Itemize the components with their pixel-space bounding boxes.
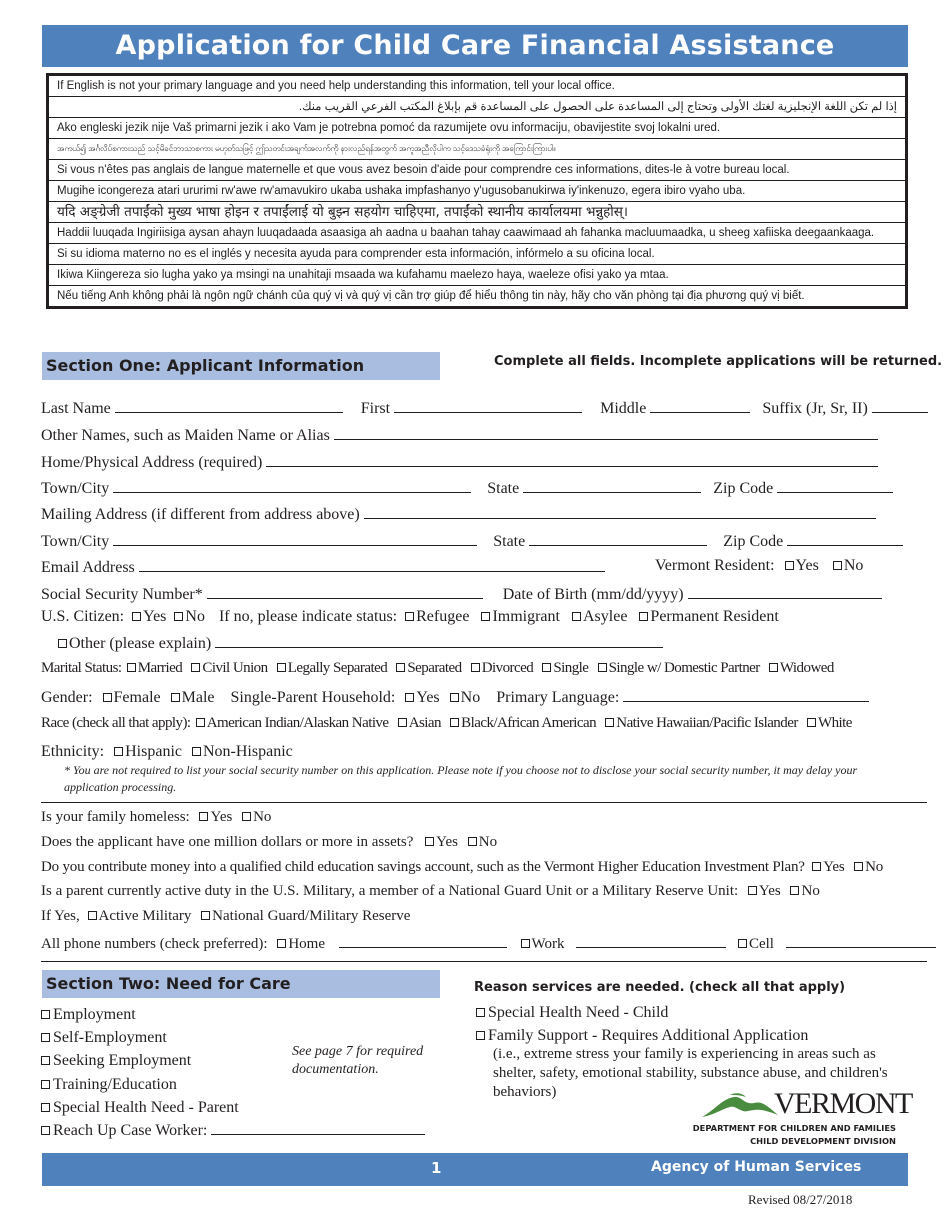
civil-union-label: Civil Union	[202, 660, 268, 676]
citizen-yes-checkbox[interactable]	[132, 612, 141, 621]
assets-yes-label: Yes	[436, 834, 458, 850]
ssn-label: Social Security Number*	[41, 586, 203, 603]
marital-status-label: Marital Status:	[41, 660, 122, 676]
divorced-checkbox[interactable]	[471, 663, 480, 672]
vt-resident-yes-label: Yes	[795, 557, 819, 574]
vt-resident-no-label: No	[843, 557, 864, 574]
lang-somali: Haddii luuqada Ingiriisiga aysan ahayn luuqadaada asaasiga ah aadna u baahan tahay caawimaad ah fahanka macluumaadka, u sheeg xafiiska deegaankaaga.	[49, 223, 905, 244]
employment-label: Employment	[53, 1006, 136, 1023]
lang-english: If English is not your primary language and you need help understanding this information, tell your local office.	[49, 76, 905, 97]
lang-bosnian: Ako engleski jezik nije Vaš primarni jezik i ako Vam je potrebna pomoć da razumijete ovu informaciju, obavijestite svoj lokalni ured.	[49, 118, 905, 139]
special-need-child-label: Special Health Need - Child	[488, 1004, 669, 1021]
civil-union-checkbox[interactable]	[191, 663, 200, 672]
other-status-row	[58, 633, 663, 653]
page-title: Application for Child Care Financial Assistance	[42, 25, 908, 67]
cell-phone-label: Cell	[748, 936, 774, 952]
cell-phone-checkbox[interactable]	[738, 939, 747, 948]
first-name-label: First	[360, 400, 391, 417]
other-names-row	[41, 425, 878, 445]
work-phone-checkbox[interactable]	[521, 939, 530, 948]
middle-name-field[interactable]	[650, 398, 750, 413]
mailing-town-row	[41, 531, 903, 551]
homeless-yes-checkbox[interactable]	[199, 812, 208, 821]
primary-language-field[interactable]	[623, 687, 869, 702]
lang-nepali: यदि अङ्ग्रेजी तपाईंको मुख्य भाषा होइन र तपाईंलाई यो बुझ्न सहयोग चाहिएमा, तपाईंको स्थानीय कार्यालयमा भन्नुहोस्।	[49, 202, 905, 223]
if-no-status-label: If no, please indicate status:	[218, 608, 398, 625]
military-row	[41, 883, 820, 900]
assets-no-checkbox[interactable]	[468, 837, 477, 846]
mailing-state-label: State	[493, 533, 526, 550]
agency-name: Agency of Human Services	[651, 1159, 862, 1175]
lang-french: Si vous n'êtes pas anglais de langue maternelle et que vous avez besoin d'aide pour comprendre ces informations, dites-le à votre bureau local.	[49, 160, 905, 181]
separated-label: Separated	[407, 660, 462, 676]
name-row	[41, 398, 928, 418]
special-need-parent-checkbox[interactable]	[41, 1103, 50, 1112]
ethnicity-label: Ethnicity:	[41, 743, 105, 760]
town-field[interactable]	[113, 478, 471, 493]
email-field[interactable]	[139, 557, 605, 572]
married-checkbox[interactable]	[127, 663, 136, 672]
female-label: Female	[113, 689, 161, 706]
female-checkbox[interactable]	[103, 693, 112, 702]
non-hispanic-label: Non-Hispanic	[202, 743, 293, 760]
asian-checkbox[interactable]	[398, 718, 407, 727]
email-label: Email Address	[41, 559, 135, 576]
section-one-heading: Section One: Applicant Information	[42, 352, 440, 380]
email-row	[41, 557, 605, 577]
town-label: Town/City	[41, 480, 110, 497]
permanent-resident-checkbox[interactable]	[639, 612, 648, 621]
lang-kirundi: Mugihe icongereza atari ururimi rw'awe rw'amavukiro ukaba ushaka impfashanyo y'ugusobanukirwa iy'inkenuzo, egera ibiro vyaho uba.	[49, 181, 905, 202]
home-address-row	[41, 452, 878, 472]
mailing-address-row	[41, 504, 876, 524]
assets-yes-checkbox[interactable]	[425, 837, 434, 846]
last-name-label: Last Name	[41, 400, 111, 417]
family-support-checkbox[interactable]	[476, 1031, 485, 1040]
national-guard-label: National Guard/Military Reserve	[212, 908, 411, 924]
special-need-parent-option	[41, 1096, 425, 1119]
white-checkbox[interactable]	[807, 718, 816, 727]
vermont-wordmark: VERMONT	[774, 1087, 912, 1120]
single-label: Single	[553, 660, 589, 676]
mailing-town-field[interactable]	[113, 531, 477, 546]
single-parent-label: Single-Parent Household:	[230, 689, 396, 706]
savings-label: Do you contribute money into a qualified child education savings account, such as the Vermont Higher Education Investment Plan?	[41, 859, 805, 875]
state-label: State	[487, 480, 520, 497]
ssn-field[interactable]	[207, 584, 483, 599]
see-page-note: See page 7 for required documentation.	[292, 1044, 424, 1077]
mailing-town-label: Town/City	[41, 533, 110, 550]
military-type-row	[41, 908, 410, 925]
military-yes-label: Yes	[758, 883, 781, 899]
military-no-checkbox[interactable]	[790, 886, 799, 895]
lang-vietnamese: Nếu tiếng Anh không phải là ngôn ngữ chánh của quý vị và quý vị cần trợ giúp để hiểu thông tin này, hãy cho văn phòng tại địa phương quý vị biết.	[57, 290, 805, 302]
refugee-label: Refugee	[416, 608, 470, 625]
asylee-checkbox[interactable]	[572, 612, 581, 621]
homeless-label: Is your family homeless:	[41, 809, 190, 825]
last-name-field[interactable]	[115, 398, 343, 413]
widowed-checkbox[interactable]	[769, 663, 778, 672]
completion-instruction: Complete all fields. Incomplete applications will be returned.	[494, 354, 943, 369]
widowed-label: Widowed	[779, 660, 834, 676]
vt-resident-no-checkbox[interactable]	[833, 561, 842, 570]
phones-row	[41, 933, 936, 953]
savings-yes-label: Yes	[823, 859, 845, 875]
single-checkbox[interactable]	[542, 663, 551, 672]
state-field[interactable]	[523, 478, 701, 493]
marital-status-row	[41, 660, 834, 677]
national-guard-checkbox[interactable]	[201, 911, 210, 920]
cdd-label: CHILD DEVELOPMENT DIVISION	[750, 1136, 896, 1146]
family-support-option	[476, 1026, 906, 1045]
permanent-resident-label: Permanent Resident	[650, 608, 779, 625]
dcf-label: DEPARTMENT FOR CHILDREN AND FAMILIES	[692, 1123, 896, 1133]
single-parent-no-label: No	[460, 689, 481, 706]
race-label: Race (check all that apply):	[41, 715, 191, 731]
home-phone-checkbox[interactable]	[277, 939, 286, 948]
mailing-address-label: Mailing Address (if different from address above)	[41, 506, 360, 523]
mountain-logo-icon	[700, 1091, 780, 1121]
vt-resident-row	[655, 557, 863, 575]
vermont-dcf-logo	[692, 1087, 912, 1151]
male-label: Male	[181, 689, 215, 706]
revision-date: Revised 08/27/2018	[748, 1192, 853, 1207]
ssn-row	[41, 584, 882, 604]
section-two-heading: Section Two: Need for Care	[42, 970, 440, 998]
work-phone-field[interactable]	[576, 933, 726, 948]
special-need-parent-label: Special Health Need - Parent	[53, 1098, 239, 1116]
single-parent-yes-checkbox[interactable]	[405, 693, 414, 702]
reason-heading: Reason services are needed. (check all that apply)	[474, 980, 846, 995]
other-status-label: Other (please explain)	[69, 635, 212, 652]
citizen-row	[41, 608, 779, 626]
cell-phone-field[interactable]	[786, 933, 936, 948]
homeless-yes-label: Yes	[210, 809, 233, 825]
assets-row	[41, 834, 497, 851]
mailing-zip-label: Zip Code	[723, 533, 784, 550]
home-address-label: Home/Physical Address (required)	[41, 454, 263, 471]
divider	[41, 802, 927, 803]
savings-no-label: No	[865, 859, 884, 875]
single-domestic-partner-label: Single w/ Domestic Partner	[608, 660, 760, 676]
training-label: Training/Education	[53, 1075, 177, 1093]
other-status-field[interactable]	[215, 633, 663, 648]
dob-label: Date of Birth (mm/dd/yyyy)	[502, 586, 684, 603]
home-phone-field[interactable]	[339, 933, 507, 948]
race-row	[41, 715, 852, 732]
lang-arabic: إذا لم تكن اللغة الإنجليزية لغتك الأولى وتحتاج إلى المساعدة على الحصول على المساعدة قم بإبلاغ المكتب الفرعي القريب منك.	[49, 97, 905, 118]
us-citizen-label: U.S. Citizen:	[41, 608, 125, 625]
citizen-no-label: No	[185, 608, 205, 625]
dob-field[interactable]	[688, 584, 882, 599]
separated-checkbox[interactable]	[396, 663, 405, 672]
immigrant-label: Immigrant	[492, 608, 560, 625]
hispanic-label: Hispanic	[125, 743, 182, 760]
savings-yes-checkbox[interactable]	[812, 862, 821, 871]
phones-label: All phone numbers (check preferred):	[41, 936, 268, 952]
mailing-address-field[interactable]	[364, 504, 876, 519]
active-military-checkbox[interactable]	[88, 911, 97, 920]
citizen-no-checkbox[interactable]	[174, 612, 183, 621]
employment-option	[41, 1003, 425, 1026]
primary-language-label: Primary Language:	[496, 689, 620, 706]
gender-row	[41, 687, 869, 707]
suffix-label: Suffix (Jr, Sr, II)	[762, 400, 868, 417]
asian-label: Asian	[408, 715, 441, 731]
family-support-label: Family Support - Requires Additional Application	[488, 1027, 809, 1044]
american-indian-label: American Indian/Alaskan Native	[206, 715, 389, 731]
work-phone-label: Work	[531, 936, 565, 952]
divorced-label: Divorced	[481, 660, 534, 676]
military-no-label: No	[801, 883, 820, 899]
asylee-label: Asylee	[582, 608, 628, 625]
american-indian-checkbox[interactable]	[196, 718, 205, 727]
home-town-row	[41, 478, 893, 498]
military-yes-checkbox[interactable]	[748, 886, 757, 895]
reach-up-label: Reach Up Case Worker:	[53, 1122, 208, 1140]
lang-burmese: အကယ်၍ အင်္ဂလိပ်စကားသည် သင့်မိခင်ဘာသာစကား မဟုတ်သဖြင့် ဤသတင်းအချက်အလက်ကို နားလည်ရန်အတွက် အကူအညီလိုပါက သင့်ဒေသခံရုံးကို အကြောင်းကြားပါ။	[49, 139, 905, 160]
native-hawaiian-label: Native Hawaiian/Pacific Islander	[616, 715, 798, 731]
reach-up-field[interactable]	[211, 1120, 425, 1135]
single-domestic-partner-checkbox[interactable]	[598, 663, 607, 672]
family-support-detail: (i.e., extreme stress your family is experiencing in areas such as shelter, safety, emotional stability, substance abuse, and children's behaviors)	[493, 1046, 888, 1100]
footer-bar	[42, 1153, 908, 1186]
single-parent-no-checkbox[interactable]	[450, 693, 459, 702]
suffix-field[interactable]	[872, 398, 928, 413]
reach-up-checkbox[interactable]	[41, 1126, 50, 1135]
savings-no-checkbox[interactable]	[854, 862, 863, 871]
language-assistance-box	[46, 73, 908, 309]
married-label: Married	[137, 660, 183, 676]
citizen-yes-label: Yes	[143, 608, 167, 625]
ssn-note: * You are not required to list your social security number on this application. Please note if you choose not to disclose your social security number, it may delay your application processing.	[64, 763, 858, 794]
page-number: 1	[431, 1159, 442, 1177]
homeless-no-checkbox[interactable]	[242, 812, 251, 821]
homeless-row	[41, 809, 271, 826]
home-address-field[interactable]	[266, 452, 878, 467]
vt-resident-label: Vermont Resident:	[655, 557, 775, 574]
zip-label: Zip Code	[713, 480, 774, 497]
other-status-checkbox[interactable]	[58, 639, 67, 648]
black-label: Black/African American	[461, 715, 597, 731]
training-checkbox[interactable]	[41, 1080, 50, 1089]
single-parent-yes-label: Yes	[416, 689, 440, 706]
assets-label: Does the applicant have one million dollars or more in assets?	[41, 834, 414, 850]
seeking-employment-label: Seeking Employment	[53, 1052, 192, 1070]
special-need-child-checkbox[interactable]	[476, 1008, 485, 1017]
vt-resident-yes-checkbox[interactable]	[785, 561, 794, 570]
seeking-employment-checkbox[interactable]	[41, 1056, 50, 1065]
divider	[41, 961, 927, 962]
savings-row	[41, 859, 883, 876]
if-yes-label: If Yes,	[41, 908, 80, 924]
other-names-field[interactable]	[334, 425, 878, 440]
male-checkbox[interactable]	[171, 693, 180, 702]
first-name-field[interactable]	[394, 398, 582, 413]
middle-name-label: Middle	[600, 400, 647, 417]
legally-separated-label: Legally Separated	[287, 660, 388, 676]
hispanic-checkbox[interactable]	[114, 747, 123, 756]
military-label: Is a parent currently active duty in the U.S. Military, a member of a National Guard Unit or a Military Reserve Unit:	[41, 883, 739, 899]
special-need-child-option	[476, 1003, 906, 1022]
legally-separated-checkbox[interactable]	[277, 663, 286, 672]
black-checkbox[interactable]	[450, 718, 459, 727]
zip-field[interactable]	[777, 478, 893, 493]
gender-label: Gender:	[41, 689, 93, 706]
mailing-zip-field[interactable]	[787, 531, 903, 546]
assets-no-label: No	[478, 834, 498, 850]
refugee-checkbox[interactable]	[405, 612, 414, 621]
ethnicity-row	[41, 743, 293, 761]
homeless-no-label: No	[253, 809, 272, 825]
non-hispanic-checkbox[interactable]	[192, 747, 201, 756]
reach-up-option	[41, 1119, 425, 1142]
other-names-label: Other Names, such as Maiden Name or Alias	[41, 427, 330, 444]
active-military-label: Active Military	[98, 908, 192, 924]
immigrant-checkbox[interactable]	[481, 612, 490, 621]
self-employment-checkbox[interactable]	[41, 1033, 50, 1042]
mailing-state-field[interactable]	[529, 531, 707, 546]
white-label: White	[817, 715, 852, 731]
native-hawaiian-checkbox[interactable]	[605, 718, 614, 727]
home-phone-label: Home	[288, 936, 325, 952]
employment-checkbox[interactable]	[41, 1010, 50, 1019]
lang-spanish: Si su idioma materno no es el inglés y necesita ayuda para comprender esta información, infórmelo a su oficina local.	[49, 244, 905, 265]
self-employment-label: Self-Employment	[53, 1029, 167, 1047]
lang-swahili: Ikiwa Kiingereza sio lugha yako ya msingi na unahitaji msaada wa kufahamu maelezo haya, waeleze ofisi yako ya mtaa.	[49, 265, 905, 286]
